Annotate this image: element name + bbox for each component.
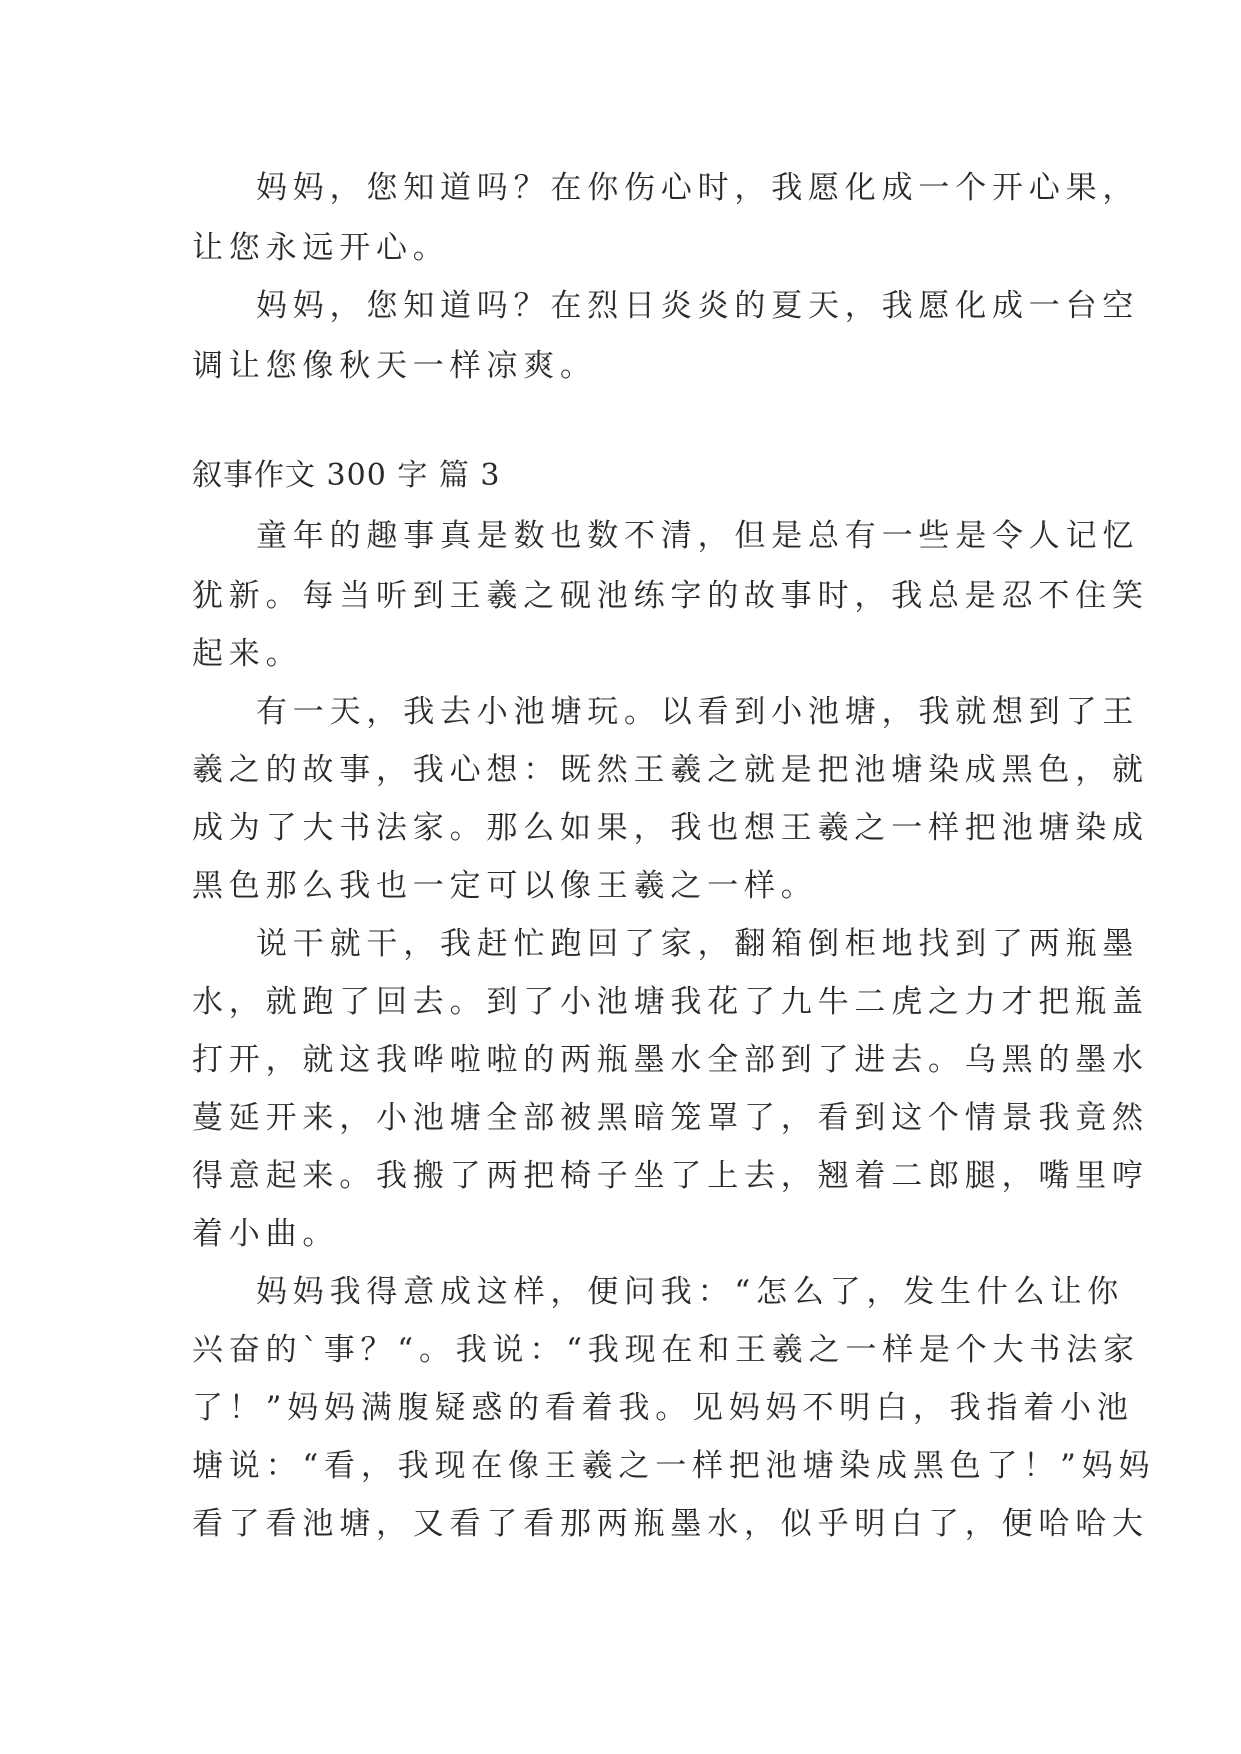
section-heading: 叙事作文 300 字 篇 3 — [192, 458, 501, 493]
paragraph-line: 看了看池塘，又看了看那两瓶墨水，似乎明白了，便哈哈大 — [192, 1506, 1149, 1542]
paragraph-line: 了！”妈妈满腹疑惑的看着我。见妈妈不明白，我指着小池 — [192, 1390, 1134, 1426]
paragraph-line: 起来。 — [192, 636, 303, 672]
paragraph-line: 犹新。每当听到王羲之砚池练字的故事时，我总是忍不住笑 — [192, 578, 1149, 614]
paragraph-line: 调让您像秋天一样凉爽。 — [192, 348, 597, 384]
paragraph-line: 童年的趣事真是数也数不清，但是总有一些是令人记忆 — [256, 518, 1140, 554]
paragraph-line: 妈妈我得意成这样，便问我：“怎么了，发生什么让你 — [256, 1274, 1125, 1310]
paragraph-line: 成为了大书法家。那么如果，我也想王羲之一样把池塘染成 — [192, 810, 1149, 846]
paragraph-line: 塘说：“看，我现在像王羲之一样把池塘染成黑色了！”妈妈 — [192, 1448, 1156, 1484]
paragraph-line: 羲之的故事，我心想：既然王羲之就是把池塘染成黑色，就 — [192, 752, 1149, 788]
paragraph-line: 妈妈，您知道吗？在烈日炎炎的夏天，我愿化成一台空 — [256, 288, 1140, 324]
paragraph-line: 得意起来。我搬了两把椅子坐了上去，翘着二郎腿，嘴里哼 — [192, 1158, 1149, 1194]
paragraph-line: 打开，就这我哗啦啦的两瓶墨水全部到了进去。乌黑的墨水 — [192, 1042, 1149, 1078]
paragraph-line: 着小曲。 — [192, 1216, 340, 1252]
paragraph-line: 妈妈，您知道吗？在你伤心时，我愿化成一个开心果， — [256, 170, 1140, 206]
paragraph-line: 黑色那么我也一定可以像王羲之一样。 — [192, 868, 818, 904]
paragraph-line: 有一天，我去小池塘玩。以看到小池塘，我就想到了王 — [256, 694, 1140, 730]
paragraph-line: 说干就干，我赶忙跑回了家，翻箱倒柜地找到了两瓶墨 — [256, 926, 1140, 962]
paragraph-line: 让您永远开心。 — [192, 230, 450, 266]
paragraph-line: 蔓延开来，小池塘全部被黑暗笼罩了，看到这个情景我竟然 — [192, 1100, 1149, 1136]
paragraph-line: 兴奋的`事？“。我说：“我现在和王羲之一样是个大书法家 — [192, 1332, 1140, 1368]
paragraph-line: 水，就跑了回去。到了小池塘我花了九牛二虎之力才把瓶盖 — [192, 984, 1149, 1020]
